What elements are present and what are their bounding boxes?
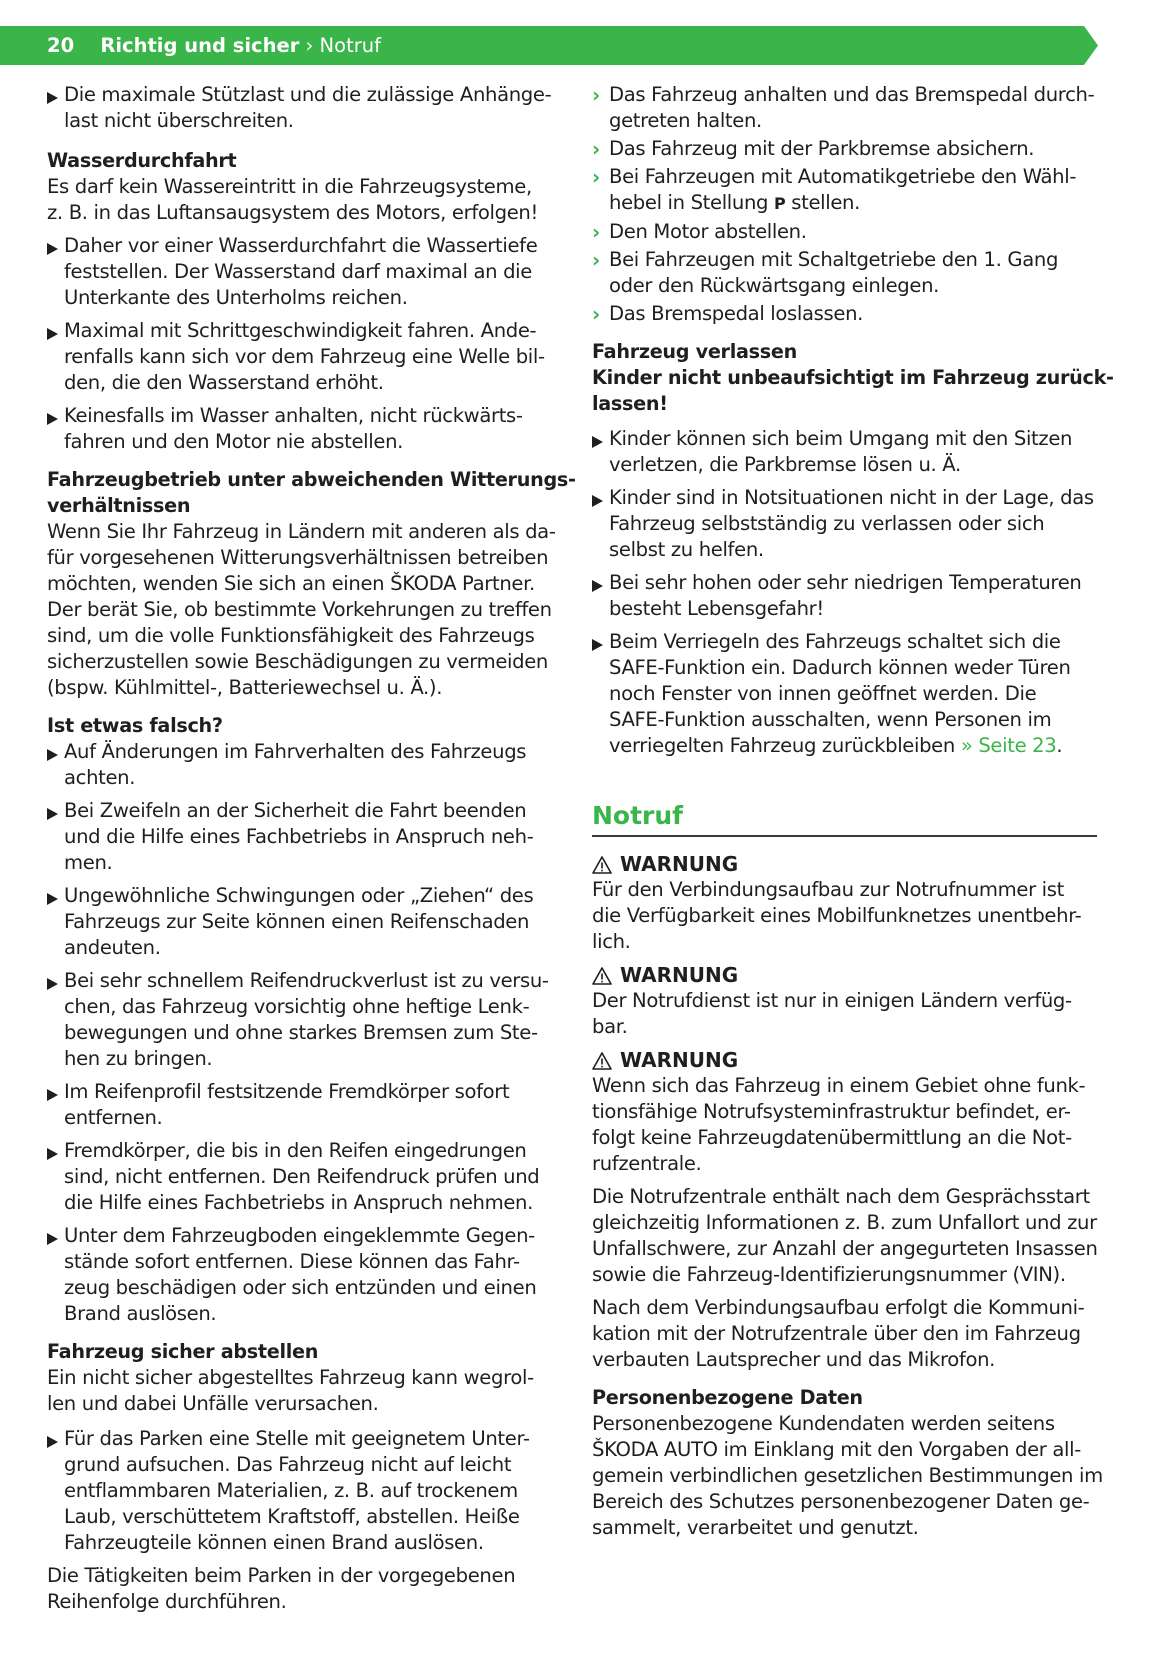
text-span: . [1056,734,1063,757]
warning-triangle-icon [592,856,612,874]
text-line: len und dabei Unfälle verursachen. [47,1392,379,1415]
list-item [592,426,1097,478]
page-reference-link[interactable]: » Seite 23 [960,734,1057,757]
section-heading: Wasserdurchfahrt [47,149,237,172]
text-line: Bei Fahrzeugen mit Schaltgetriebe den 1. Gang [609,248,1059,271]
section-heading: Fahrzeug verlassen [592,340,797,363]
triangle-bullet-icon [47,1148,58,1160]
warning-heading [592,851,1097,877]
triangle-bullet-icon [47,749,58,761]
running-header [47,26,381,65]
triangle-bullet-icon [592,436,603,448]
text-line: hen zu bringen. [64,1047,213,1070]
text-line: Laub, verschüttetem Kraftstoff, abstellen. Heiße [64,1505,520,1528]
triangle-bullet-icon [47,808,58,820]
text-line: Fremdkörper, die bis in den Reifen eingedrungen [64,1139,527,1162]
text-span: hebel in Stellung [609,191,774,214]
text-line: Fahrzeugs zur Seite können einen Reifenschaden [64,910,530,933]
text-line: möchten, wenden Sie sich an einen ŠKODA Partner. [47,572,535,595]
text-line: grund aufsuchen. Das Fahrzeug nicht auf leicht [64,1453,512,1476]
text-line: getreten halten. [609,109,762,132]
text-line [609,190,1097,217]
warning-label: WARNUNG [620,963,739,987]
step-item [592,82,1097,134]
triangle-bullet-icon [592,580,603,592]
section-ist-etwas-falsch [47,713,567,1327]
text-line: SAFE-Funktion ein. Dadurch können weder Türen [609,656,1071,679]
text-line: renfalls kann sich vor dem Fahrzeug eine Welle bil- [64,345,545,368]
text-line: Bei sehr hohen oder sehr niedrigen Temperaturen [609,571,1082,594]
text-line: die Hilfe eines Fachbetriebs in Anspruch nehmen. [64,1191,533,1214]
text-line: den, die den Wasserstand erhöht. [64,371,384,394]
text-line: Fahrzeugteile können einen Brand auslösen. [64,1531,484,1554]
text-line: verhältnissen [47,494,191,517]
wasser-list [47,233,567,455]
text-line: verletzen, die Parkbremse lösen u. Ä. [609,453,961,476]
left-column [47,82,576,1615]
notruf-heading: Notruf [592,799,1097,837]
triangle-bullet-icon [47,1089,58,1101]
gear-p-symbol: P [774,194,786,213]
text-line: Der berät Sie, ob bestimmte Vorkehrungen zu treffen [47,598,552,621]
text-line: Unfallschwere, zur Anzahl der angegurteten Insassen [592,1237,1098,1260]
text-line: Kinder sind in Notsituationen nicht in der Lage, das [609,486,1094,509]
text-line: ŠKODA AUTO im Einklang mit den Vorgaben der all- [592,1438,1081,1461]
warning-label: WARNUNG [620,1048,739,1072]
text-line: Der Notrufdienst ist nur in einigen Ländern verfüg- [592,989,1072,1012]
text-line: Die Tätigkeiten beim Parken in der vorgegebenen [47,1564,516,1587]
list-item [47,82,567,134]
text-line: besteht Lebensgefahr! [609,597,824,620]
section-heading: Personenbezogene Daten [592,1386,863,1409]
section-sicher-abstellen [47,1339,567,1615]
text-line: bar. [592,1015,628,1038]
text-line: gemein verbindlichen gesetzlichen Bestimmungen im [592,1464,1103,1487]
text-line: chen, das Fahrzeug vorsichtig ohne heftige Lenk- [64,995,530,1018]
text-line: bewegungen und ohne starkes Bremsen zum Ste- [64,1021,538,1044]
text-line: gleichzeitig Informationen z. B. zum Unfallort und zur [592,1211,1097,1234]
triangle-bullet-icon [592,639,603,651]
text-line: Unter dem Fahrzeugboden eingeklemmte Gegen- [64,1224,535,1247]
text-line: lassen! [592,392,668,415]
text-line: Nach dem Verbindungsaufbau erfolgt die Kommuni- [592,1296,1085,1319]
list-item [47,1138,567,1216]
text-line: oder den Rückwärtsgang einlegen. [609,274,940,297]
abstellen-list [47,1426,567,1556]
text-line: last nicht überschreiten. [64,109,294,132]
text-line: Daher vor einer Wasserdurchfahrt die Wassertiefe [64,234,538,257]
triangle-bullet-icon [47,92,58,104]
text-line: Kinder können sich beim Umgang mit den Sitzen [609,427,1073,450]
text-span: verriegelten Fahrzeug zurückbleiben [609,734,961,757]
text-line: Bei Zweifeln an der Sicherheit die Fahrt beenden [64,799,527,822]
list-item [47,318,567,396]
text-line: Ungewöhnliche Schwingungen oder „Ziehen“ des [64,884,534,907]
text-line: achten. [64,766,136,789]
text-line: tionsfähige Notrufsysteminfrastruktur befindet, er- [592,1100,1071,1123]
notruf-paragraph [592,1184,1097,1288]
chevron-right-icon: › [592,137,601,161]
chevron-right-icon: › [592,302,601,326]
warning-triangle-icon [592,967,612,985]
notruf-warnings [592,851,1097,1177]
list-item [592,485,1097,563]
section-fahrzeug-verlassen [592,339,1114,759]
text-line: fahren und den Motor nie abstellen. [64,430,404,453]
text-line: sowie die Fahrzeug-Identifizierungsnummer (VIN). [592,1263,1066,1286]
breadcrumb-separator: › [305,34,314,57]
list-item [47,968,567,1072]
section-text [47,519,567,701]
step-item [592,219,1097,245]
list-item [47,1079,567,1131]
list-item [592,570,1097,622]
text-line: zeug beschädigen oder sich entzünden und einen [64,1276,537,1299]
text-line: sicherzustellen sowie Beschädigungen zu vermeiden [47,650,548,673]
text-line: Maximal mit Schrittgeschwindigkeit fahren. Ande- [64,319,537,342]
right-column [592,82,1114,1541]
triangle-bullet-icon [47,413,58,425]
text-line: Unterkante des Unterholms reichen. [64,286,408,309]
triangle-bullet-icon [47,328,58,340]
section-heading [47,467,576,519]
chevron-right-icon: › [592,248,601,272]
text-line [592,733,1097,759]
triangle-bullet-icon [47,1233,58,1245]
section-title: Notruf [319,34,381,57]
text-line: Ein nicht sicher abgestelltes Fahrzeug kann wegrol- [47,1366,534,1389]
chevron-right-icon: › [592,83,601,107]
parking-steps [592,82,1097,327]
warning-heading [592,962,1097,988]
text-line: Auf Änderungen im Fahrverhalten des Fahrzeugs [64,740,527,763]
list-item [592,629,1097,733]
chevron-right-icon: › [592,220,601,244]
text-line: Für den Verbindungsaufbau zur Notrufnummer ist [592,878,1064,901]
warning-box [592,1047,1097,1177]
text-line: stände sofort entfernen. Diese können das Fahr- [64,1250,520,1273]
section-outro [47,1563,567,1615]
text-line: entfernen. [64,1106,163,1129]
text-line: entflammbaren Materialien, z. B. auf trockenem [64,1479,518,1502]
chapter-title: Richtig und sicher [100,34,300,57]
text-line: die Verfügbarkeit eines Mobilfunknetzes unentbehr- [592,904,1082,927]
section-text [47,1365,567,1417]
text-line: Kinder nicht unbeaufsichtigt im Fahrzeug zurück- [592,366,1114,389]
section-heading: Fahrzeug sicher abstellen [47,1340,319,1363]
triangle-bullet-icon [592,495,603,507]
list-item [47,1223,567,1327]
step-item [592,301,1097,327]
text-line: Wenn Sie Ihr Fahrzeug in Ländern mit anderen als da- [47,520,556,543]
text-line: sind, um die volle Funktionsfähigkeit des Fahrzeugs [47,624,535,647]
text-line: Brand auslösen. [64,1302,217,1325]
warning-triangle-icon [592,1052,612,1070]
text-line: Im Reifenprofil festsitzende Fremdkörper sofort [64,1080,510,1103]
triangle-bullet-icon [47,978,58,990]
text-line: feststellen. Der Wasserstand darf maximal an die [64,260,532,283]
text-line: noch Fenster von innen geöffnet werden. Die [609,682,1037,705]
text-line: (bspw. Kühlmittel-, Batteriewechsel u. Ä.). [47,676,443,699]
text-line: für vorgesehenen Witterungsverhältnissen betreiben [47,546,549,569]
text-line: Für das Parken eine Stelle mit geeignetem Unter- [64,1427,530,1450]
warning-box [592,851,1097,955]
list-item [47,403,567,455]
section-subheading [592,365,1114,417]
warning-heading [592,1047,1097,1073]
triangle-bullet-icon [47,893,58,905]
text-line: Das Fahrzeug mit der Parkbremse absichern. [609,137,1035,160]
step-item [592,247,1097,299]
text-line: andeuten. [64,936,161,959]
text-line: Es darf kein Wassereintritt in die Fahrzeugsysteme, [47,175,532,198]
warning-box [592,962,1097,1040]
text-line: kation mit der Notrufzentrale über den im Fahrzeug [592,1322,1081,1345]
text-line: lich. [592,930,631,953]
warning-label: WARNUNG [620,852,739,876]
step-item [592,164,1097,217]
triangle-bullet-icon [47,243,58,255]
section-witterung [47,467,576,701]
text-line: folgt keine Fahrzeugdatenübermittlung an die Not- [592,1126,1072,1149]
section-text [592,1411,1103,1541]
text-line: Reihenfolge durchführen. [47,1590,287,1613]
list-item [47,233,567,311]
section-personenbezogene-daten [592,1385,1103,1541]
verlassen-list [592,426,1097,733]
text-line: Bereich des Schutzes personenbezogener Daten ge- [592,1490,1090,1513]
text-line: Die maximale Stützlast und die zulässige Anhänge- [64,83,552,106]
text-line: selbst zu helfen. [609,538,764,561]
text-line: SAFE-Funktion ausschalten, wenn Personen im [609,708,1052,731]
list-item [47,739,567,791]
triangle-bullet-icon [47,1436,58,1448]
text-line: Fahrzeug selbstständig zu verlassen oder sich [609,512,1045,535]
text-line: Wenn sich das Fahrzeug in einem Gebiet ohne funk- [592,1074,1086,1097]
text-line: Bei sehr schnellem Reifendruckverlust ist zu versu- [64,969,549,992]
page-number: 20 [47,34,75,57]
text-line: Fahrzeugbetrieb unter abweichenden Witterungs- [47,468,576,491]
list-item [47,1426,567,1556]
text-line: sammelt, verarbeitet und genutzt. [592,1516,919,1539]
text-line: sind, nicht entfernen. Den Reifendruck prüfen und [64,1165,540,1188]
chevron-right-icon: › [592,165,601,189]
text-line: Den Motor abstellen. [609,220,807,243]
falsch-list [47,739,567,1327]
text-line: Personenbezogene Kundendaten werden seitens [592,1412,1055,1435]
text-line: Bei Fahrzeugen mit Automatikgetriebe den Wähl- [609,165,1077,188]
text-line: men. [64,851,113,874]
text-line: Das Bremspedal loslassen. [609,302,864,325]
section-wasserdurchfahrt [47,148,567,226]
text-line: verbauten Lautsprecher und das Mikrofon. [592,1348,996,1371]
text-span: stellen. [785,191,861,214]
text-line: Das Fahrzeug anhalten und das Bremspedal durch- [609,83,1095,106]
notruf-paragraph [592,1295,1097,1373]
text-line: z. B. in das Luftansaugsystem des Motors, erfolgen! [47,201,538,224]
step-item [592,136,1097,162]
text-line: Keinesfalls im Wasser anhalten, nicht rückwärts- [64,404,523,427]
section-text [47,174,567,226]
list-item [47,798,567,876]
text-line: Beim Verriegeln des Fahrzeugs schaltet sich die [609,630,1061,653]
section-heading: Ist etwas falsch? [47,714,223,737]
text-line: und die Hilfe eines Fachbetriebs in Anspruch neh- [64,825,534,848]
text-line: rufzentrale. [592,1152,702,1175]
text-line: Die Notrufzentrale enthält nach dem Gesprächsstart [592,1185,1090,1208]
list-item [47,883,567,961]
